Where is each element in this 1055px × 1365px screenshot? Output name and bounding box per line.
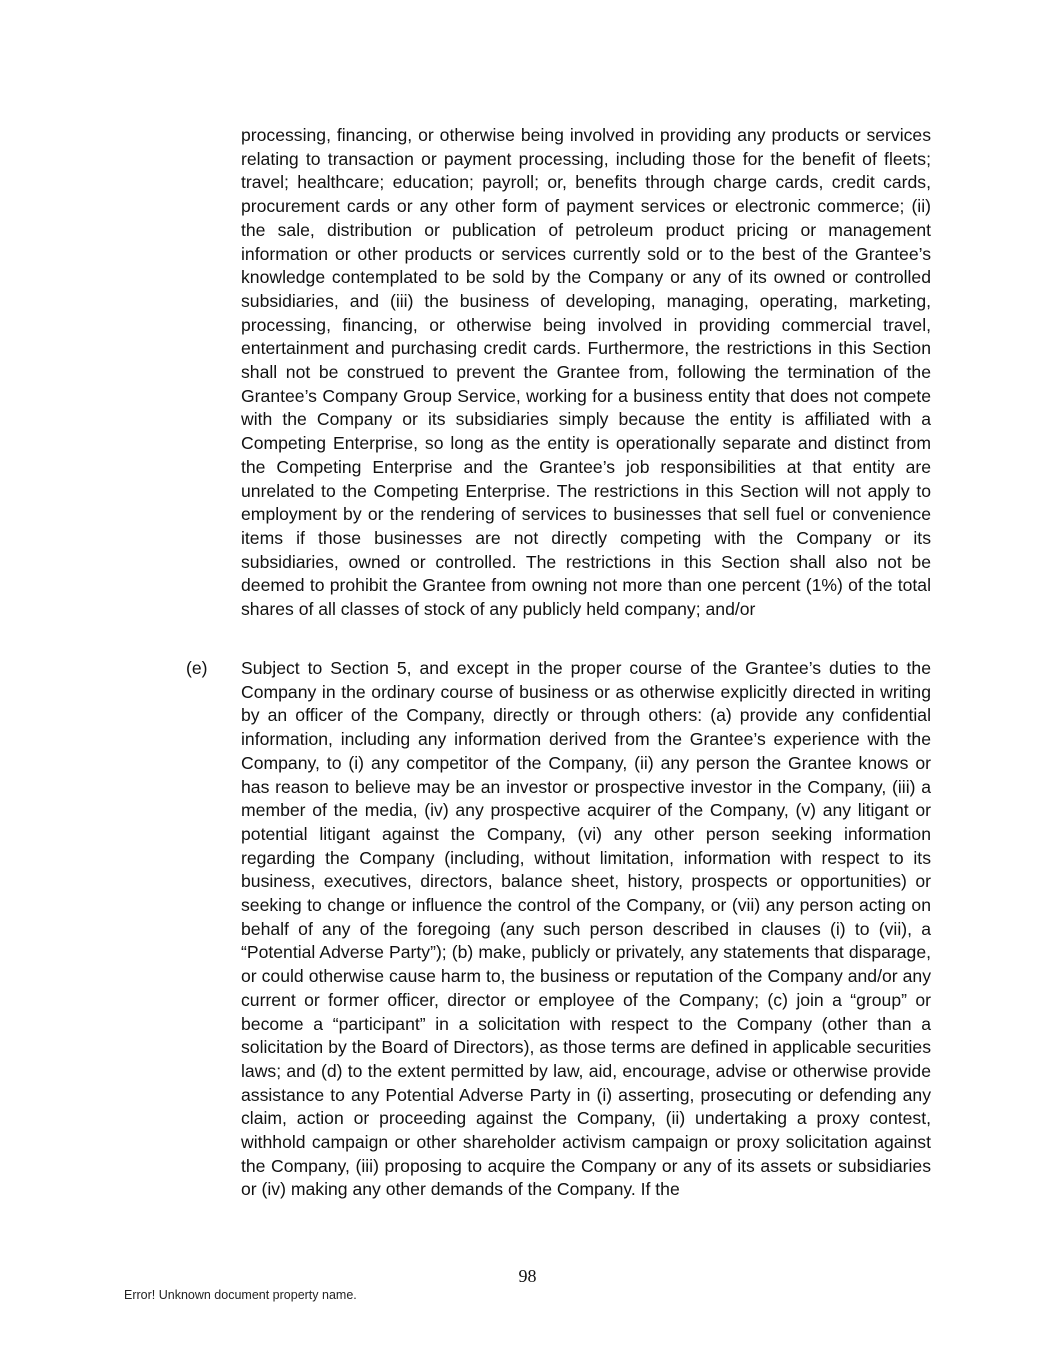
- list-item-e-text: Subject to Section 5, and except in the proper course of the Grantee’s duties to the Company in the ordinary course of business or as otherwise explicitly directed in writing by an officer of the Company, directly or through others: (a) provide any confidential information, including any information derived from the Grantee’s experience with the Company, to (i) any competitor of the Company, (ii) any person the Grantee knows or has reason to believe may be an investor or prospective investor in the Company, (iii) a member of the media, (iv) any prospective acquirer of the Company, (v) any litigant or potential litigant against the Company, (vi) any other person seeking information regarding the Company (including, without limitation, information with respect to its business, executives, directors, balance sheet, history, prospects or opportunities) or seeking to change or influence the control of the Company, or (vii) any person acting on behalf of any of the foregoing (any such person described in clauses (i) to (vii), a “Potential Adverse Party”); (b) make, publicly or privately, any statements that disparage, or could otherwise cause harm to, the business or reputation of the Company and/or any current or former officer, director or employee of the Company; (c) join a “group” or become a “participant” in a solicitation with respect to the Company (other than a solicitation by the Board of Directors), as those terms are defined in applicable securities laws; and (d) to the extent permitted by law, aid, encourage, advise or otherwise provide assistance to any Potential Adverse Party in (i) asserting, prosecuting or defending any claim, action or proceeding against the Company, (ii) undertaking a proxy contest, withhold campaign or other shareholder activism campaign or proxy solicitation against the Company, (iii) proposing to acquire the Company or any of its assets or subsidiaries or (iv) making any other demands of the Company. If the: [241, 658, 931, 1200]
- page-number: 98: [518, 1266, 537, 1286]
- footer-note: Error! Unknown document property name.: [124, 1288, 357, 1302]
- paragraph-continuation: processing, financing, or otherwise being involved in providing any products or services relating to transaction or payment processing, including those for the benefit of fleets; travel; healthcare; education; payroll; or, benefits through charge cards, credit cards, procurement cards or any other form of payment services or electronic commerce; (ii) the sale, distribution or publication of petroleum product pricing or management information or other products or services currently sold or to the best of the Grantee’s knowledge contemplated to be sold by the Company or any of its owned or controlled subsidiaries, and (iii) the business of developing, managing, operating, marketing, processing, financing, or otherwise being involved in providing commercial travel, entertainment and purchasing credit cards. Furthermore, the restrictions in this Section shall not be construed to prevent the Grantee from, following the termination of the Grantee’s Company Group Service, working for a business entity that does not compete with the Company or its subsidiaries simply because the entity is affiliated with a Competing Enterprise, so long as the entity is operationally separate and distinct from the Competing Enterprise and the Grantee’s job responsibilities at that entity are unrelated to the Competing Enterprise. The restrictions in this Section will not apply to employment by or the rendering of services to businesses that sell fuel or convenience items if those businesses are not directly competing with the Company or its subsidiaries, owned or controlled. The restrictions in this Section shall also not be deemed to prohibit the Grantee from owning not more than one percent (1%) of the total shares of all classes of stock of any publicly held company; and/or: [241, 125, 931, 620]
- list-item-label-e: (e): [186, 658, 208, 678]
